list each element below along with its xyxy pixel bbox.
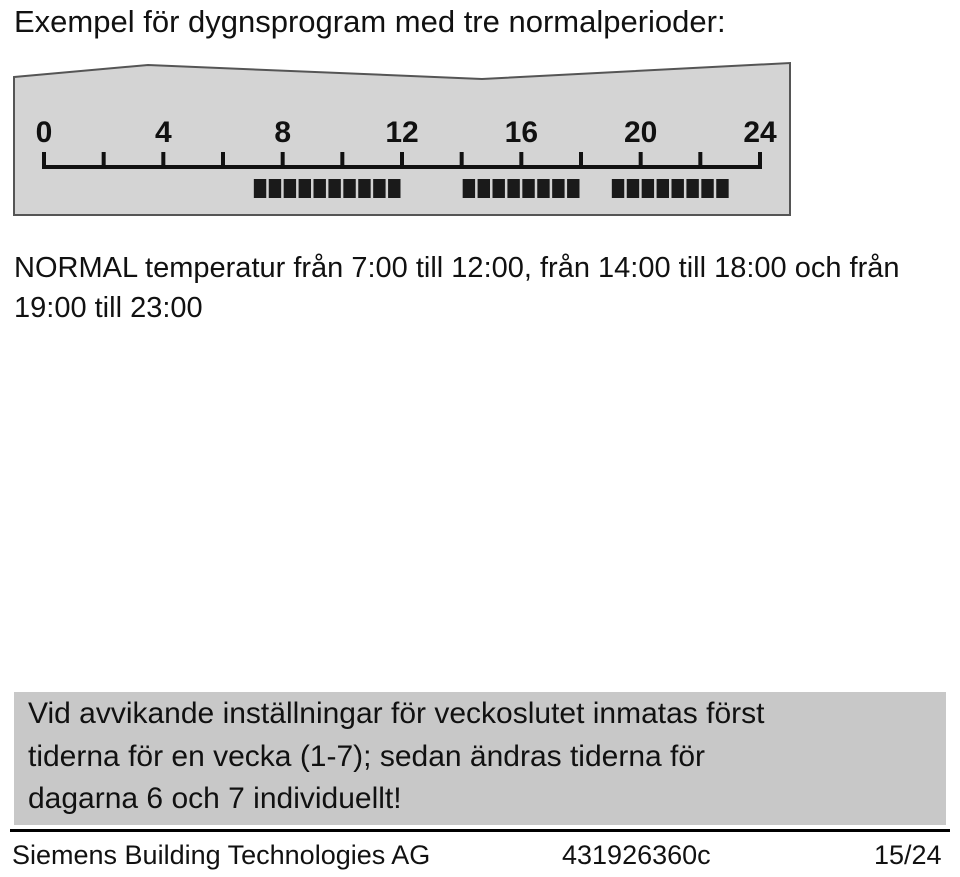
normal-period-3-segment xyxy=(612,179,624,198)
weekend-note xyxy=(14,692,946,825)
period-description: NORMAL temperatur från 7:00 till 12:00, från 14:00 till 18:00 och från 19:00 till 23:00 xyxy=(14,252,900,324)
normal-period-1-segment xyxy=(314,179,326,198)
normal-period-3-segment xyxy=(716,179,728,198)
note-line-1: Vid avvikande inställningar för veckoslutet inmatas först xyxy=(28,697,765,730)
normal-period-2-segment xyxy=(463,179,475,198)
time-program-display xyxy=(0,0,960,240)
hour-label-0: 0 xyxy=(35,116,53,149)
normal-period-3-segment xyxy=(627,179,639,198)
page-heading: Exempel för dygnsprogram med tre normalperioder: xyxy=(14,4,726,39)
normal-period-2-segment xyxy=(478,179,490,198)
normal-period-1-segment xyxy=(358,179,370,198)
normal-period-1-segment xyxy=(269,179,281,198)
normal-period-1-segment xyxy=(328,179,340,198)
normal-period-1-segment xyxy=(343,179,355,198)
normal-period-1-segment xyxy=(299,179,311,198)
normal-period-1-segment xyxy=(388,179,400,198)
hour-label-4: 4 xyxy=(154,116,172,149)
normal-period-3-segment xyxy=(642,179,654,198)
normal-period-1-segment xyxy=(254,179,266,198)
normal-period-3-segment xyxy=(657,179,669,198)
note-line-3: dagarna 6 och 7 individuellt! xyxy=(28,782,402,815)
normal-period-2-segment xyxy=(507,179,519,198)
normal-period-2-segment xyxy=(552,179,564,198)
normal-period-3-segment xyxy=(672,179,684,198)
normal-period-2-segment xyxy=(522,179,534,198)
hour-label-16: 16 xyxy=(504,116,539,149)
normal-period-1-segment xyxy=(284,179,296,198)
normal-period-2-segment xyxy=(567,179,579,198)
footer-rule xyxy=(10,829,950,832)
hour-label-8: 8 xyxy=(274,116,292,149)
footer-company: Siemens Building Technologies AG xyxy=(12,840,431,870)
normal-period-1-segment xyxy=(373,179,385,198)
normal-period-3-segment xyxy=(701,179,713,198)
normal-period-3-segment xyxy=(686,179,698,198)
footer-doc-number: 431926360c xyxy=(562,840,711,870)
footer-page-number: 15/24 xyxy=(874,840,942,870)
hour-label-12: 12 xyxy=(385,116,419,149)
normal-period-2-segment xyxy=(493,179,505,198)
normal-period-2-segment xyxy=(537,179,549,198)
hour-label-20: 20 xyxy=(623,116,658,149)
hour-label-24: 24 xyxy=(743,116,777,149)
note-line-2: tiderna för en vecka (1-7); sedan ändras tiderna för xyxy=(28,740,706,773)
